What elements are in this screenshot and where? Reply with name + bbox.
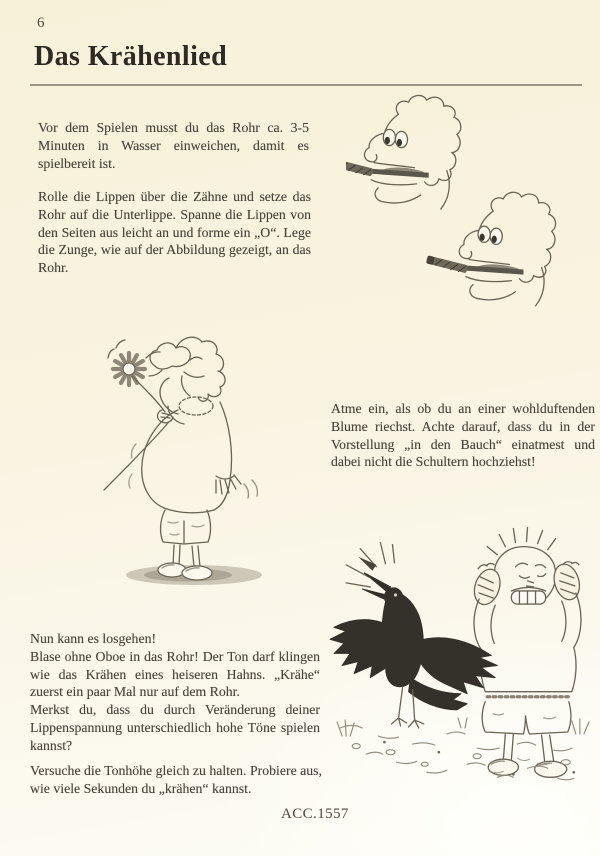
page-number: 6 — [37, 15, 45, 31]
flower-sniffer-illustration — [72, 324, 324, 586]
paragraph-crow-blow: Blase ohne Oboe in das Rohr! Der Ton darf klingen wie das Krähen eines heiseren Hahns. „Krähe“ zuerst ein paar Mal nur auf dem Rohr. — [30, 648, 320, 700]
paragraph-breathing: Atme ein, als ob du an einer wohlduftenden Blume riechst. Achte darauf, dass du in der Vorstellung „in den Bauch“ einatmest und dabei nicht die Schultern hochziehst! — [331, 401, 595, 470]
paragraph-hold-pitch: Versuche die Tonhöhe gleich zu halten. Probiere aus, wie viele Sekunden du „krähen“ kannst. — [30, 763, 322, 796]
title-rule — [30, 84, 582, 86]
paragraph-crow-intro: Nun kann es losgehen! — [30, 631, 157, 646]
crow-scene-illustration — [326, 520, 596, 808]
page-title: Das Krähenlied — [34, 41, 228, 72]
plate-number: ACC.1557 — [281, 806, 349, 822]
paragraph-embouchure: Rolle die Lippen über die Zähne und setze das Rohr auf die Unterlippe. Spanne die Lippen von den Seiten aus leicht an und forme ein „O“. Lege die Zunge, wie auf der Abbildung gezeigt, an das Rohr. — [38, 189, 311, 276]
paragraph-soak-reed: Vor dem Spielen musst du das Rohr ca. 3-5 Minuten in Wasser einweichen, damit es spielbereit ist. — [38, 120, 309, 171]
paragraph-crow-pitch: Merkst du, dass du durch Veränderung deiner Lippenspannung unterschiedlich hohe Töne spielen kannst? — [30, 702, 320, 753]
embouchure-faces-illustration — [346, 92, 588, 312]
paragraph-crow-block — [30, 630, 320, 755]
